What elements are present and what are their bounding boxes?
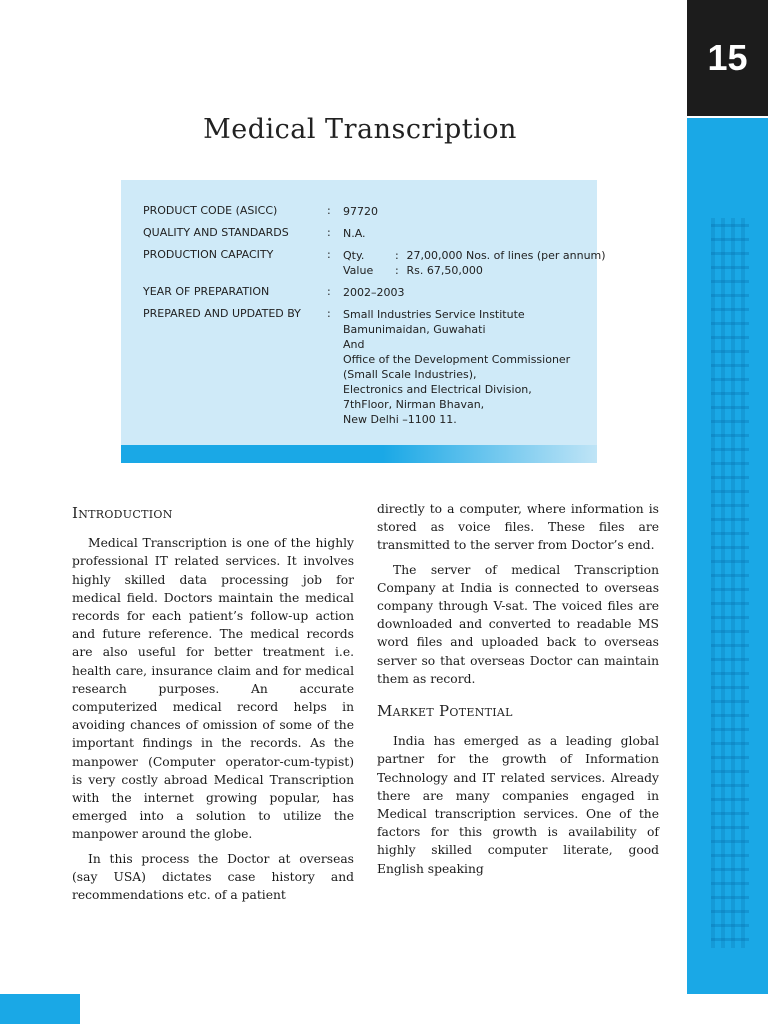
value-colon: : [395, 264, 399, 277]
footer-tab [0, 994, 80, 1024]
prepared-value [343, 307, 613, 427]
prepared-line: Electronics and Electrical Division, [343, 383, 532, 396]
quality-colon: : [327, 226, 331, 239]
product-code-label: PRODUCT CODE (ASICC) [143, 204, 278, 217]
info-box-stripe [121, 445, 597, 463]
side-bar-pattern [711, 218, 749, 948]
right-paragraph-2: The server of medical Transcription Company at India is connected to overseas company through V-sat. The voiced files are downloaded and converted to readable MS word files and uploaded back to overseas server so that overseas Doctor can maintain them as record. [377, 562, 659, 686]
value-label: Value [343, 264, 374, 277]
capacity-colon: : [327, 248, 331, 261]
market-potential-heading: Market Potential [377, 702, 513, 721]
qty-value: 27,00,000 Nos. of lines (per annum) [406, 249, 606, 262]
value-value: Rs. 67,50,000 [406, 264, 483, 277]
prepared-line: Bamunimaidan, Guwahati [343, 323, 486, 336]
year-label: YEAR OF PREPARATION [143, 285, 270, 298]
product-code-colon: : [327, 204, 331, 217]
capacity-label: PRODUCTION CAPACITY [143, 248, 274, 261]
intro-paragraph-1: Medical Transcription is one of the highly professional IT related services. It involves highly skilled data processing job for medical field. Doctors maintain the medical records for each patient’s follow-up action and future reference. The medical records are also useful for better treatment i.e. health care, insurance claim and for medical research purposes. An accurate computerized medical record helps in avoiding chances of omission of some of the important findings in the records. As the manpower (Computer operator-cum-typist) is very costly abroad Medical Transcription with the internet growing popular, has emerged into a solution to utilize the manpower around the globe. [72, 536, 354, 842]
prepared-line: Office of the Development Commissioner [343, 353, 571, 366]
chapter-number: 15 [707, 37, 748, 78]
side-decorative-bar [687, 118, 768, 994]
intro-paragraph-2: In this process the Doctor at overseas (say USA) dictates case history and recommendations etc. of a patient [72, 851, 354, 903]
capacity-value [343, 248, 613, 278]
qty-colon: : [395, 249, 399, 262]
prepared-line: Small Industries Service Institute [343, 308, 525, 321]
product-info-box [121, 180, 606, 463]
chapter-number-box [687, 0, 768, 116]
year-colon: : [327, 285, 331, 298]
product-code-value: 97720 [343, 205, 378, 218]
introduction-heading: Introduction [72, 504, 173, 522]
market-paragraph-1: India has emerged as a leading global partner for the growth of Information Technology and IT related services. Already there are many companies engaged in Medical transcription services. One of the factors for this growth is availability of highly skilled computer literate, good English speaking [377, 734, 659, 876]
qty-label: Qty. [343, 249, 365, 262]
quality-value: N.A. [343, 227, 366, 240]
page-title: Medical Transcription [203, 114, 517, 145]
year-value: 2002–2003 [343, 286, 405, 299]
left-column [72, 500, 354, 910]
prepared-line: And [343, 338, 365, 351]
right-column [377, 500, 659, 884]
prepared-colon: : [327, 307, 331, 320]
capacity-value-line [343, 263, 613, 278]
prepared-line: 7thFloor, Nirman Bhavan, [343, 398, 485, 411]
right-paragraph-1: directly to a computer, where information is stored as voice files. These files are transmitted to the server from Doctor’s end. [377, 502, 659, 553]
capacity-qty-line [343, 248, 613, 263]
prepared-label: PREPARED AND UPDATED BY [143, 307, 301, 320]
prepared-line: New Delhi –1100 11. [343, 413, 457, 426]
prepared-line: (Small Scale Industries), [343, 368, 477, 381]
quality-label: QUALITY AND STANDARDS [143, 226, 289, 239]
